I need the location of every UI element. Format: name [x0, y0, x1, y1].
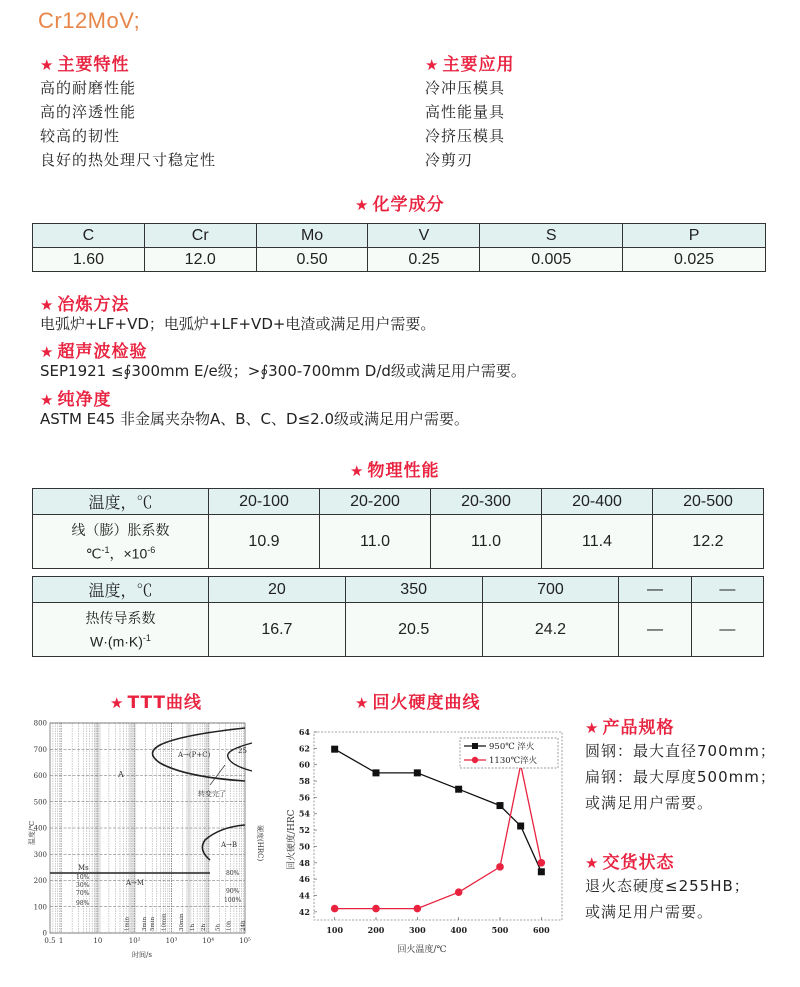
x-axis-label: 回火温度/℃: [397, 945, 447, 955]
chem-header: Mo: [256, 224, 368, 248]
y-tick-label: 42: [298, 906, 310, 917]
data-point-0-0: [331, 746, 338, 753]
section-heading-main-features: [40, 50, 129, 75]
ttt-x-tick-label: 10⁴: [202, 937, 215, 945]
star-icon: ★: [355, 196, 370, 214]
row-label: 温度，℃: [33, 577, 209, 603]
star-icon: ★: [40, 296, 55, 314]
data-point-1-4: [496, 863, 504, 871]
heading-text: 回火硬度曲线: [372, 693, 481, 713]
heading-text: TTT曲线: [127, 693, 203, 713]
star-icon: ★: [355, 694, 370, 712]
legend-marker-0: [472, 743, 478, 749]
data-point-0-5: [517, 823, 524, 830]
chem-value: 0.25: [368, 248, 480, 272]
value-cell: 16.7: [209, 603, 346, 657]
temp-cell: 20-200: [320, 489, 431, 515]
ttt-label-p30: 30%: [76, 882, 90, 889]
heading-text: 物理性能: [367, 461, 440, 481]
chem-header: Cr: [144, 224, 256, 248]
heading-text: 超声波检验: [57, 342, 148, 362]
ttt-label-p98: 98%: [76, 900, 90, 907]
ttt-time-mark: 5h: [215, 923, 222, 931]
ttt-x-tick-label: 0.5: [44, 937, 56, 945]
temp-cell: —: [691, 577, 763, 603]
value-cell: —: [619, 603, 691, 657]
ttt-y-tick-label: 700: [33, 745, 47, 754]
chem-header: C: [33, 224, 145, 248]
list-item: 高的耐磨性能: [40, 79, 137, 97]
x-tick-label: 400: [450, 925, 468, 935]
heading-text: 主要特性: [57, 55, 130, 75]
ttt-label-end: 转变完了: [198, 790, 226, 798]
list-item: 高的淬透性能: [40, 103, 137, 121]
ttt-time-mark: 10h: [226, 920, 233, 931]
data-point-0-3: [455, 786, 462, 793]
star-icon: ★: [40, 56, 55, 74]
product-spec-list: [585, 738, 776, 816]
row-label-conductivity: [33, 603, 209, 657]
chem-header: V: [368, 224, 480, 248]
y-tick-label: 64: [298, 727, 310, 737]
label-line: 线（膨）胀系数: [71, 521, 170, 538]
data-point-1-0: [331, 905, 339, 913]
unit-text: ℃: [85, 545, 102, 562]
section-heading-product-spec: [585, 713, 674, 738]
ttt-label-a-m: A→M: [126, 879, 145, 887]
value-cell: 11.0: [320, 515, 431, 569]
y-tick-label: 50: [298, 841, 310, 852]
y-tick-label: 56: [298, 792, 310, 803]
star-icon: ★: [40, 343, 55, 361]
list-item: 或满足用户需要。: [585, 794, 714, 812]
data-point-0-6: [538, 868, 545, 875]
data-point-0-1: [373, 769, 380, 776]
x-tick-label: 500: [491, 925, 509, 935]
legend: [460, 738, 558, 768]
tempering-chart: [282, 720, 567, 970]
unit-sup: -1: [101, 544, 110, 555]
heading-text: 化学成分: [372, 195, 445, 215]
list-item: 较高的韧性: [40, 127, 121, 145]
value-cell: —: [691, 603, 763, 657]
ttt-x-tick-label: 10⁵: [239, 937, 251, 945]
data-point-0-2: [414, 769, 421, 776]
ttt-label-a-pc: A→(P+C): [178, 751, 211, 759]
ttt-time-mark: 1h: [189, 923, 196, 931]
ttt-y-tick-label: 300: [33, 850, 47, 859]
ttt-label-ms: Ms: [78, 864, 89, 872]
heading-text: 纯净度: [57, 390, 112, 410]
purity-text: ASTM E45 非金属夹杂物A、B、C、D≤2.0级或满足用户需要。: [40, 410, 469, 428]
y-tick-label: 44: [298, 890, 310, 901]
ttt-x-tick-label: 1: [58, 937, 64, 945]
value-cell: 10.9: [209, 515, 320, 569]
ttt-right-label: 硬度(HRC): [256, 825, 264, 862]
ttt-time-mark: 10min: [161, 913, 168, 931]
y-tick-label: 60: [298, 759, 310, 770]
ttt-y-tick-label: 800: [33, 719, 47, 728]
value-cell: 12.2: [653, 515, 764, 569]
temp-cell: —: [619, 577, 691, 603]
heading-text: 冶炼方法: [57, 295, 130, 315]
y-tick-label: 58: [298, 776, 310, 787]
data-point-1-1: [372, 905, 380, 913]
ttt-x-tick-label: 10²: [128, 937, 141, 945]
star-icon: ★: [585, 719, 600, 737]
section-heading-main-applications: [425, 50, 514, 75]
ttt-time-mark: 30min: [178, 913, 185, 931]
star-icon: ★: [425, 56, 440, 74]
section-heading-physical: [350, 456, 439, 481]
y-axis-label: 回火硬度/HRC: [287, 809, 297, 870]
ttt-ylabel: 温度/℃: [28, 820, 36, 845]
ttt-time-mark: 1min: [124, 916, 131, 931]
ttt-time-mark: 2h: [200, 923, 207, 931]
x-tick-label: 100: [326, 925, 344, 935]
smelting-text: 电弧炉+LF+VD；电弧炉+LF+VD+电渣或满足用户需要。: [40, 315, 436, 333]
temp-cell: 700: [482, 577, 619, 603]
value-cell: 24.2: [482, 603, 619, 657]
section-heading-delivery: [585, 848, 674, 873]
list-item: 冷剪刃: [425, 151, 474, 169]
page-title: Cr12MoV;: [38, 8, 141, 33]
label-line: 热传导系数: [85, 609, 156, 626]
chem-value: 1.60: [33, 248, 145, 272]
main-features-list: [40, 76, 216, 172]
temp-cell: 20-300: [431, 489, 542, 515]
ttt-time-mark: 3min: [142, 916, 149, 931]
value-cell: 11.0: [431, 515, 542, 569]
ttt-label-p100: 100%: [224, 897, 242, 904]
legend-label-1: 1130℃淬火: [489, 756, 538, 766]
ttt-label-p80: 80%: [226, 870, 240, 877]
unit-text: W·(m·K): [90, 633, 143, 650]
expansion-table: [32, 488, 764, 569]
ttt-time-mark: 24h: [240, 920, 247, 931]
ttt-label-hrc25: 25: [238, 747, 247, 755]
x-tick-label: 200: [367, 925, 385, 935]
ttt-time-mark: 5min: [150, 916, 157, 931]
ttt-label-p70: 70%: [76, 890, 90, 897]
list-item: 良好的热处理尺寸稳定性: [40, 151, 217, 169]
data-point-1-6: [538, 859, 546, 867]
ttt-label-a: A: [118, 770, 124, 779]
ttt-y-tick-label: 400: [33, 824, 47, 833]
heading-text: 主要应用: [442, 55, 515, 75]
ttt-y-tick-label: 0: [42, 929, 47, 938]
data-point-0-4: [497, 802, 504, 809]
chem-value: 0.005: [480, 248, 623, 272]
ttt-label-p10: 10%: [76, 874, 90, 881]
section-heading-chemical: [355, 190, 444, 215]
label-unit: [33, 628, 208, 652]
chem-header: S: [480, 224, 623, 248]
row-label: 温度，℃: [33, 489, 209, 515]
star-icon: ★: [110, 694, 125, 712]
ttt-xlabel: 时间/s: [132, 951, 152, 959]
temp-cell: 20-500: [653, 489, 764, 515]
chem-header: P: [623, 224, 766, 248]
ttt-x-tick-label: 10: [93, 937, 103, 945]
list-item: 或满足用户需要。: [585, 903, 714, 921]
ttt-x-ticks: [44, 937, 251, 945]
star-icon: ★: [585, 854, 600, 872]
ttt-label-p90: 90%: [226, 888, 240, 895]
ttt-y-tick-label: 100: [33, 903, 47, 912]
heading-text: 交货状态: [602, 853, 675, 873]
legend-marker-1: [472, 757, 478, 763]
heading-text: 产品规格: [602, 718, 675, 738]
x-tick-label: 600: [532, 925, 550, 935]
value-cell: 11.4: [542, 515, 653, 569]
unit-sup: -1: [142, 632, 151, 643]
temp-cell: 20: [209, 577, 346, 603]
y-tick-label: 46: [298, 874, 310, 885]
temp-cell: 20-100: [209, 489, 320, 515]
section-heading-ttt: [110, 688, 202, 713]
ttt-x-tick-label: 10³: [165, 937, 178, 945]
list-item: 高性能量具: [425, 103, 506, 121]
row-label-expansion: [33, 515, 209, 569]
conductivity-table: [32, 576, 764, 657]
ttt-y-tick-label: 600: [33, 772, 47, 780]
x-tick-label: 300: [408, 925, 426, 935]
list-item: 扁钢：最大厚度500mm；: [585, 768, 776, 786]
list-item: 退火态硬度≤255HB；: [585, 877, 750, 895]
y-tick-label: 62: [298, 743, 310, 754]
delivery-list: [585, 873, 750, 925]
y-tick-label: 52: [298, 825, 310, 836]
list-item: 冷冲压模具: [425, 79, 506, 97]
ultrasonic-text: SEP1921 ≤∮300mm E/e级；>∮300-700mm D/d级或满足用户需要。: [40, 362, 526, 380]
temp-cell: 20-400: [542, 489, 653, 515]
temp-cell: 350: [345, 577, 482, 603]
chem-value: 0.025: [623, 248, 766, 272]
mult-sup: -6: [147, 544, 156, 555]
list-item: 圆钢：最大直径700mm；: [585, 742, 776, 760]
star-icon: ★: [350, 462, 365, 480]
ttt-label-a-b: A→B: [221, 841, 238, 849]
chemical-table: [32, 223, 766, 272]
legend-label-0: 950℃ 淬火: [489, 742, 535, 752]
ttt-y-tick-label: 200: [33, 877, 47, 885]
ttt-diagram: [20, 715, 265, 965]
y-tick-label: 48: [298, 857, 310, 868]
section-heading-tempering: [355, 688, 480, 713]
chem-value: 12.0: [144, 248, 256, 272]
ttt-y-tick-label: 500: [33, 798, 47, 807]
data-point-1-2: [414, 905, 422, 913]
mult-text: ，×10: [109, 545, 148, 562]
chem-value: 0.50: [256, 248, 368, 272]
label-unit: [33, 540, 208, 564]
data-point-1-3: [455, 888, 463, 896]
star-icon: ★: [40, 391, 55, 409]
list-item: 冷挤压模具: [425, 127, 506, 145]
main-applications-list: [425, 76, 505, 172]
y-tick-label: 54: [298, 808, 310, 819]
value-cell: 20.5: [345, 603, 482, 657]
